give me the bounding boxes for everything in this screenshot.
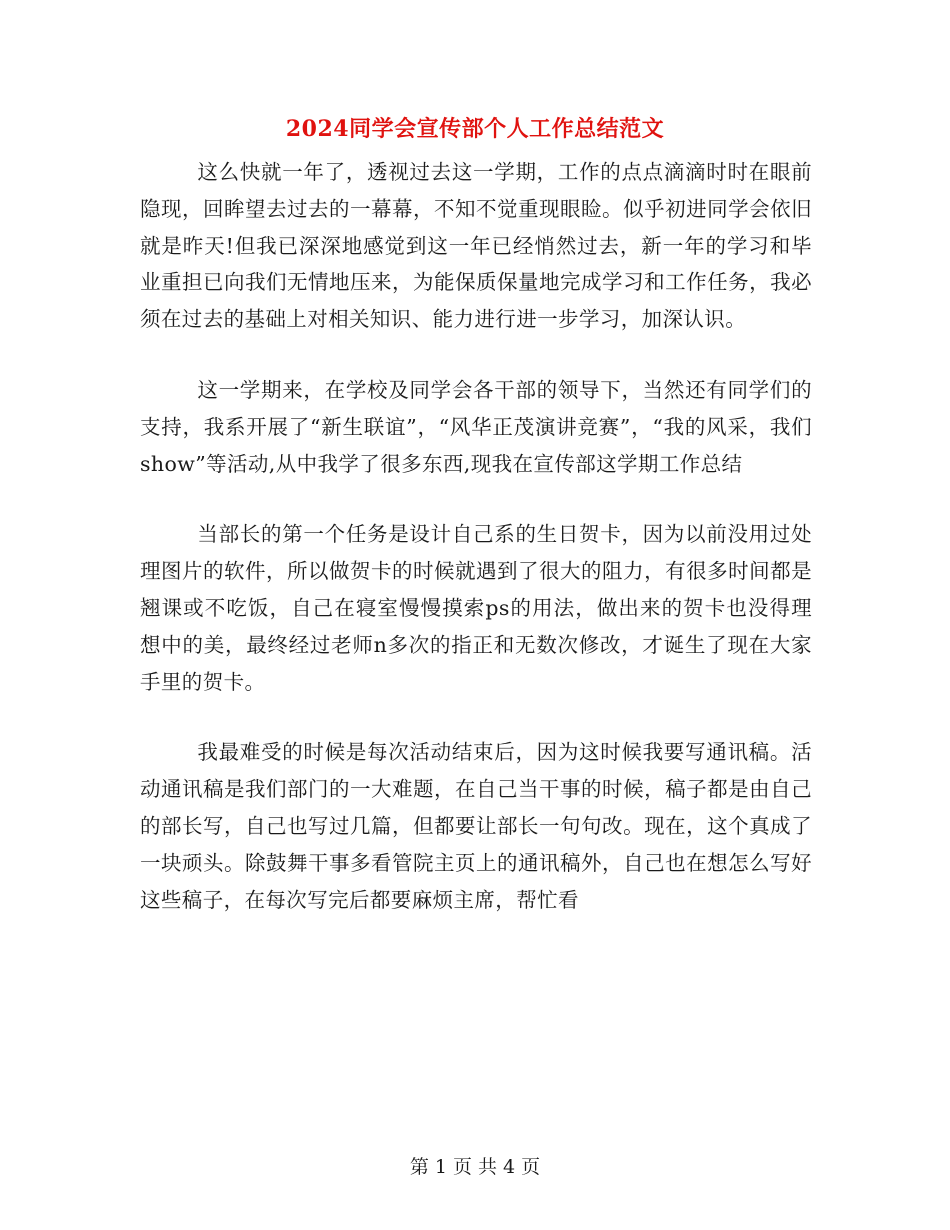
paragraph-4: 我最难受的时候是每次活动结束后，因为这时候我要写通讯稿。活动通讯稿是我们部门的一大难题，在自己当干事的时候，稿子都是由自己的部长写，自己也写过几篇，但都要让部长一句句改。现在，这个真成了一块顽头。除鼓舞干事多看管院主页上的通讯稿外，自己也在想怎么写好这些稿子，在每次写完后都要麻烦主席，帮忙看 [140, 740, 812, 912]
page-footer: 第 1 页 共 4 页 [409, 1156, 541, 1178]
document-title: 2024同学会宣传部个人工作总结范文 [285, 116, 665, 142]
paragraph-3: 当部长的第一个任务是设计自己系的生日贺卡，因为以前没用过处理图片的软件，所以做贺卡的时候就遇到了很大的阻力，有很多时间都是翘课或不吃饭，自己在寝室慢慢摸索ps的用法，做出来的贺卡也没得理想中的美，最终经过老师n多次的指正和无数次修改，才诞生了现在大家手里的贺卡。 [140, 522, 812, 694]
paragraph-1: 这么快就一年了，透视过去这一学期，工作的点点滴滴时时在眼前隐现，回眸望去过去的一幕幕，不知不觉重现眼睑。似乎初进同学会依旧就是昨天!但我已深深地感觉到这一年已经悄然过去，新一年的学习和毕业重担已向我们无情地压来，为能保质保量地完成学习和工作任务，我必须在过去的基础上对相关知识、能力进行进一步学习，加深认识。 [140, 160, 812, 332]
paragraph-2: 这一学期来，在学校及同学会各干部的领导下，当然还有同学们的支持，我系开展了“新生联谊”，“风华正茂演讲竞赛”，“我的风采，我们show”等活动,从中我学了很多东西,现我在宣传部这学期工作总结 [140, 377, 812, 476]
document-body [140, 154, 812, 918]
